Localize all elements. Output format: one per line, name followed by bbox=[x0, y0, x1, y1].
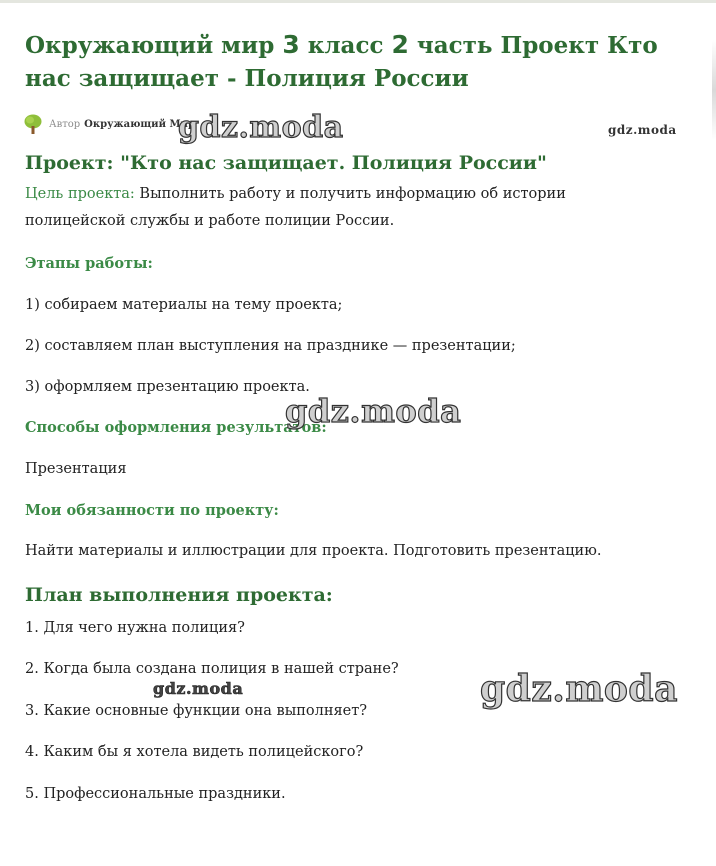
stage-item-2: 2) составляем план выступления на празднике — презентации; bbox=[25, 338, 516, 354]
plan-item-5: 5. Профессиональные праздники. bbox=[25, 786, 286, 802]
stage-item-3: 3) оформляем презентацию проекта. bbox=[25, 379, 310, 395]
goal-text: Выполнить работу и получить информацию об истории полицейской службы и работе полиции России. bbox=[25, 186, 566, 229]
author-meta bbox=[23, 113, 195, 135]
plan-item-2: 2. Когда была создана полиция в нашей стране? bbox=[25, 661, 399, 677]
watermark: gdz.moda bbox=[480, 668, 678, 710]
duties-label: Мои обязанности по проекту: bbox=[25, 502, 279, 519]
author-name[interactable]: Окружающий Мир bbox=[84, 118, 195, 130]
methods-label: Способы оформления результатов: bbox=[25, 419, 327, 436]
watermark: gdz.moda bbox=[153, 679, 244, 698]
project-heading: Проект: "Кто нас защищает. Полиция России" bbox=[25, 152, 547, 174]
scroll-edge bbox=[712, 40, 716, 140]
author-label: Автор bbox=[49, 118, 81, 130]
plan-item-4: 4. Каким бы я хотела видеть полицейского? bbox=[25, 744, 364, 760]
goal-paragraph bbox=[25, 181, 665, 235]
goal-label: Цель проекта: bbox=[25, 186, 135, 202]
tree-icon bbox=[23, 114, 43, 135]
page-title: Окружающий мир 3 класс 2 часть Проект Кто нас защищает - Полиция России bbox=[25, 30, 658, 92]
methods-text: Презентация bbox=[25, 461, 127, 477]
watermark: gdz.moda bbox=[285, 392, 462, 430]
stages-label: Этапы работы: bbox=[25, 255, 153, 272]
plan-item-3: 3. Какие основные функции она выполняет? bbox=[25, 703, 368, 719]
watermark: gdz.moda bbox=[178, 110, 344, 145]
top-divider bbox=[0, 0, 716, 3]
stage-item-1: 1) собираем материалы на тему проекта; bbox=[25, 297, 343, 313]
plan-item-1: 1. Для чего нужна полиция? bbox=[25, 620, 245, 636]
duties-text: Найти материалы и иллюстрации для проекта. Подготовить презентацию. bbox=[25, 543, 602, 559]
plan-heading: План выполнения проекта: bbox=[25, 584, 333, 606]
watermark: gdz.moda bbox=[608, 123, 677, 137]
